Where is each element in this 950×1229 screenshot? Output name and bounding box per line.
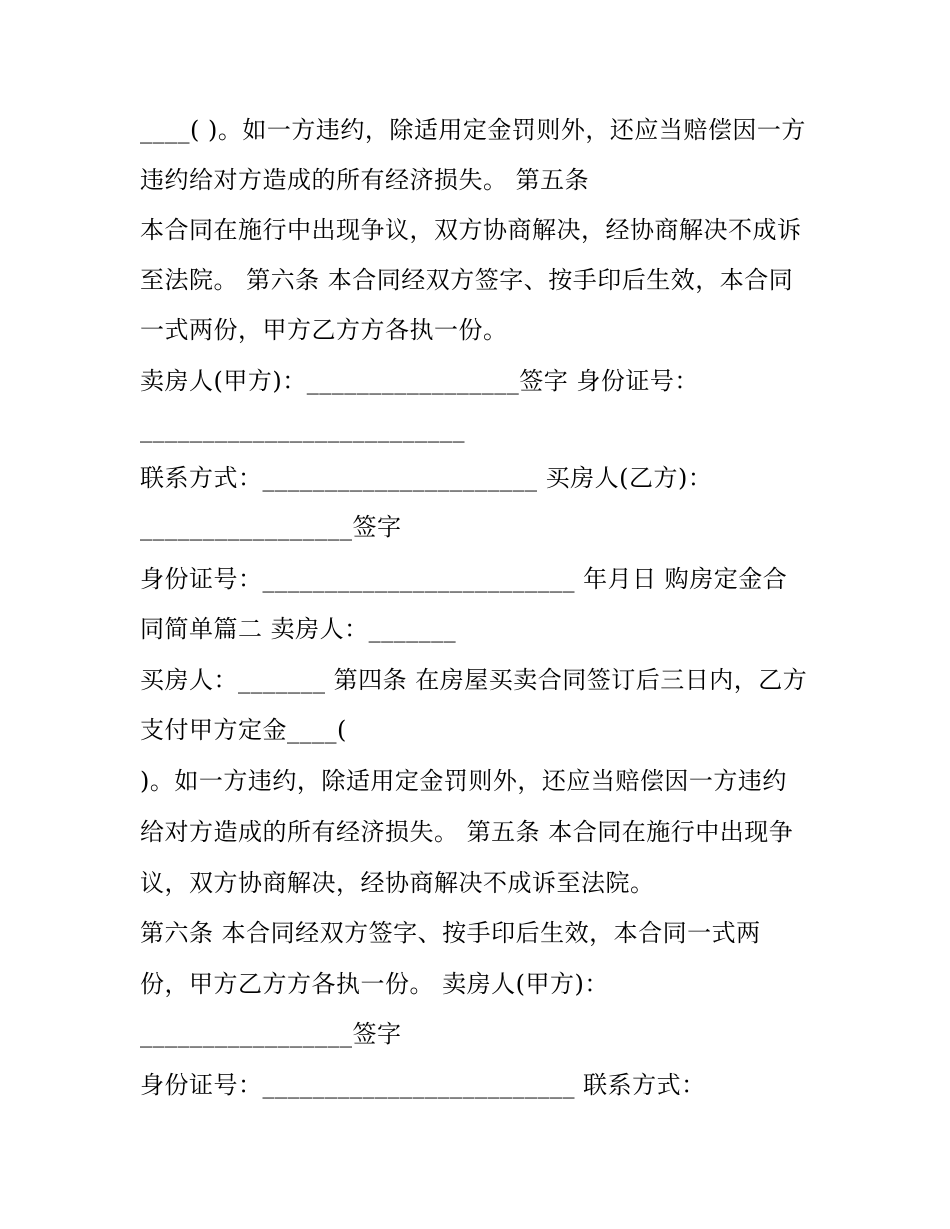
text-line: 同简单篇二 卖房人：_______ (140, 615, 457, 643)
text-line: 第六条 本合同经双方签字、按手印后生效，本合同一式两 (140, 919, 761, 947)
text-line: 给对方造成的所有经济损失。 第五条 本合同在施行中出现争 (140, 818, 794, 846)
text-line: 卖房人(甲方)：_________________签字 身份证号： (140, 367, 699, 395)
text-line: 支付甲方定金____( (140, 716, 347, 744)
text-line: 联系方式：______________________ 买房人(乙方)： (140, 464, 713, 492)
text-line: 买房人：_______ 第四条 在房屋买卖合同签订后三日内，乙方 (140, 666, 808, 694)
text-line: 至法院。 第六条 本合同经双方签字、按手印后生效，本合同 (140, 266, 794, 294)
text-line: 本合同在施行中出现争议，双方协商解决，经协商解决不成诉 (140, 216, 802, 244)
text-line: ____( )。如一方违约，除适用定金罚则外，还应当赔偿因一方 (140, 116, 806, 144)
text-line: 份，甲方乙方方各执一份。 卖房人(甲方)： (140, 970, 609, 998)
text-line: 身份证号：_________________________ 联系方式： (140, 1071, 706, 1099)
text-line: 议，双方协商解决，经协商解决不成诉至法院。 (140, 869, 655, 897)
text-line: )。如一方违约，除适用定金罚则外，还应当赔偿因一方违约 (140, 767, 787, 795)
text-line: 一式两份，甲方乙方方各执一份。 (140, 316, 508, 344)
text-line: _________________签字 (140, 1020, 402, 1048)
text-line: 违约给对方造成的所有经济损失。 第五条 (140, 166, 590, 194)
text-line: 身份证号：_________________________ 年月日 购房定金合 (140, 565, 788, 593)
text-line: _________________签字 (140, 513, 402, 541)
text-line: __________________________ (140, 415, 465, 443)
